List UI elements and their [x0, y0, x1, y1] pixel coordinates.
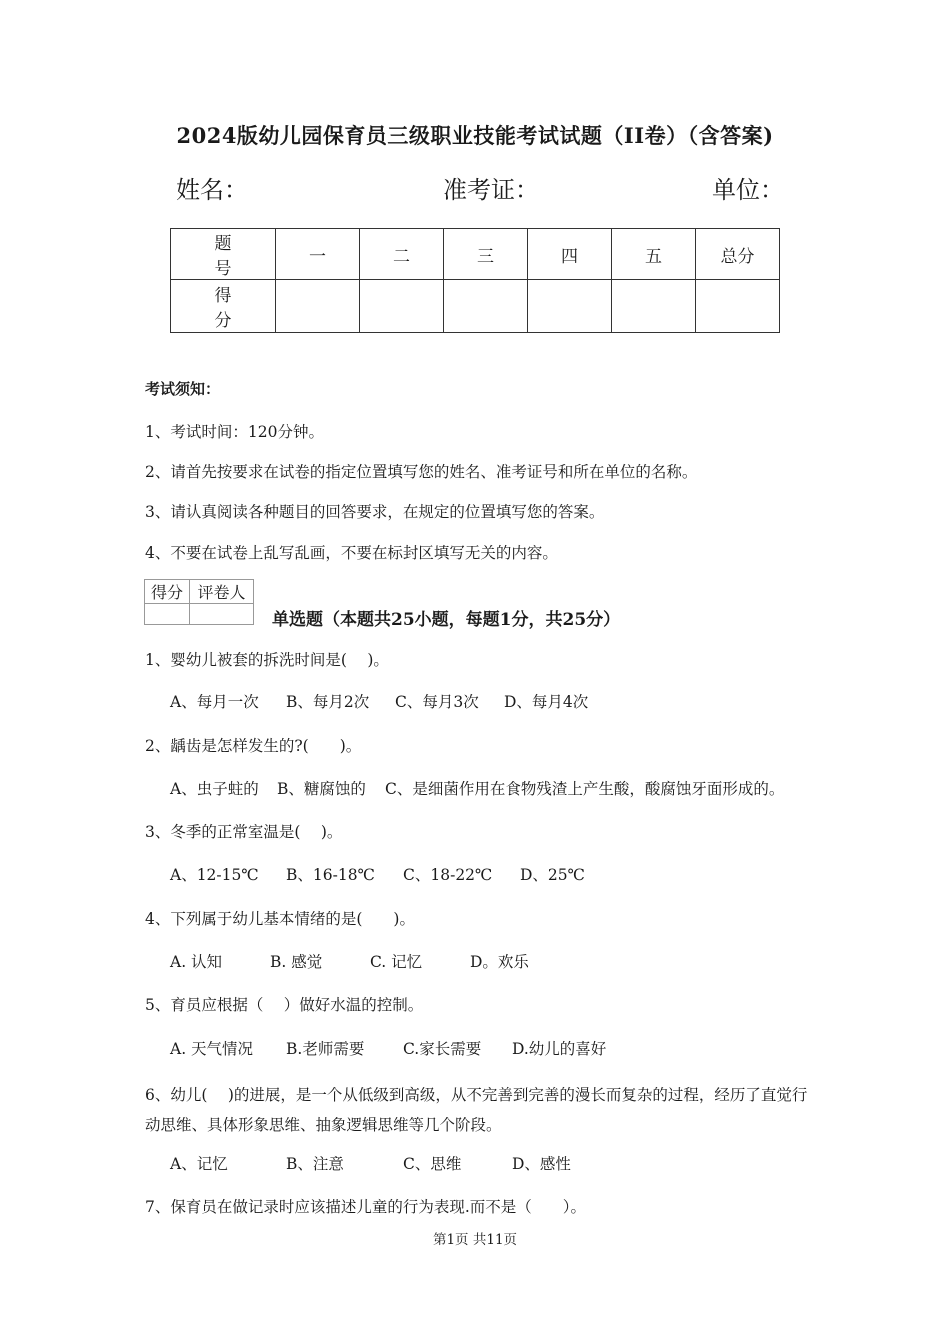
grader-reviewer-label: 评卷人	[190, 580, 254, 604]
grader-score-cell[interactable]	[145, 604, 190, 625]
question-text: 6、幼儿( )的进展，是一个从低级到高级，从不完善到完善的漫长而复杂的过程，经历了直觉行动思维、具体形象思维、抽象逻辑思维等几个阶段。	[145, 1086, 808, 1134]
notice-item: 3、请认真阅读各种题目的回答要求，在规定的位置填写您的答案。	[145, 503, 605, 521]
score-table-header-cell: 五	[612, 229, 696, 280]
score-cell[interactable]	[276, 280, 360, 333]
question-text: 3、冬季的正常室温是( )。	[145, 823, 343, 841]
grader-box	[144, 579, 254, 625]
answer-option: A. 认知	[170, 953, 223, 971]
score-table-header-cell: 二	[360, 229, 444, 280]
notice-item: 1、考试时间：120分钟。	[145, 423, 324, 441]
score-table-header-cell: 总分	[696, 229, 780, 280]
page-footer: 第1页 共11页	[432, 1232, 518, 1248]
answer-option: D、25℃	[520, 866, 585, 884]
answer-option: C、18-22℃	[403, 866, 493, 884]
notice-item: 2、请首先按要求在试卷的指定位置填写您的姓名、准考证号和所在单位的名称。	[145, 463, 698, 481]
question-text: 4、下列属于幼儿基本情绪的是( )。	[145, 910, 415, 928]
notice-item: 4、不要在试卷上乱写乱画，不要在标封区填写无关的内容。	[145, 544, 558, 562]
score-table	[170, 228, 780, 333]
answer-option: B.老师需要	[286, 1040, 365, 1058]
answer-option: B、每月2次	[286, 693, 370, 711]
answer-option: D、感性	[512, 1155, 571, 1173]
score-table-header-row	[171, 229, 780, 280]
question-text: 2、龋齿是怎样发生的?( )。	[145, 737, 362, 755]
grader-reviewer-cell[interactable]	[190, 604, 254, 625]
score-table-header-cell: 题 号	[171, 229, 276, 280]
question-text: 5、育员应根据（ ）做好水温的控制。	[145, 996, 424, 1014]
answer-option: C.家长需要	[403, 1040, 482, 1058]
score-cell[interactable]	[360, 280, 444, 333]
question-text: 7、保育员在做记录时应该描述儿童的行为表现.而不是（ ）。	[145, 1198, 587, 1216]
answer-option: D、每月4次	[504, 693, 589, 711]
answer-option: A. 天气情况	[170, 1040, 254, 1058]
answer-option: C、是细菌作用在食物残渣上产生酸，酸腐蚀牙面形成的。	[385, 780, 785, 798]
answer-option: B、16-18℃	[286, 866, 375, 884]
document-title: 2024版幼儿园保育员三级职业技能考试试题（II卷）（含答案)	[176, 123, 774, 148]
name-field-label: 姓名：	[176, 176, 248, 204]
answer-option: C. 记忆	[370, 953, 423, 971]
notice-heading: 考试须知：	[145, 380, 221, 398]
answer-option: A、每月一次	[170, 693, 259, 711]
answer-option: B. 感觉	[270, 953, 323, 971]
grader-score-label: 得分	[145, 580, 190, 604]
answer-option: B、糖腐蚀的	[277, 780, 366, 798]
score-row-label: 得 分	[171, 280, 276, 333]
score-cell[interactable]	[612, 280, 696, 333]
question-text: 1、婴幼儿被套的拆洗时间是( )。	[145, 651, 389, 669]
answer-option: D.幼儿的喜好	[512, 1040, 607, 1058]
answer-option: A、记忆	[170, 1155, 228, 1173]
answer-option: B、注意	[286, 1155, 344, 1173]
unit-field-label: 单位：	[712, 176, 784, 204]
answer-option: A、虫子蛀的	[170, 780, 259, 798]
score-table-header-cell: 三	[444, 229, 528, 280]
score-table-header-cell: 一	[276, 229, 360, 280]
answer-option: A、12-15℃	[170, 866, 259, 884]
score-cell[interactable]	[444, 280, 528, 333]
answer-option: C、思维	[403, 1155, 462, 1173]
score-table-header-cell: 四	[528, 229, 612, 280]
answer-option: D。欢乐	[470, 953, 529, 971]
answer-option: C、每月3次	[395, 693, 479, 711]
score-cell[interactable]	[696, 280, 780, 333]
section-title: 单选题（本题共25小题，每题1分，共25分）	[272, 610, 621, 630]
score-table-score-row	[171, 280, 780, 333]
exam-id-field-label: 准考证：	[443, 176, 539, 204]
score-cell[interactable]	[528, 280, 612, 333]
